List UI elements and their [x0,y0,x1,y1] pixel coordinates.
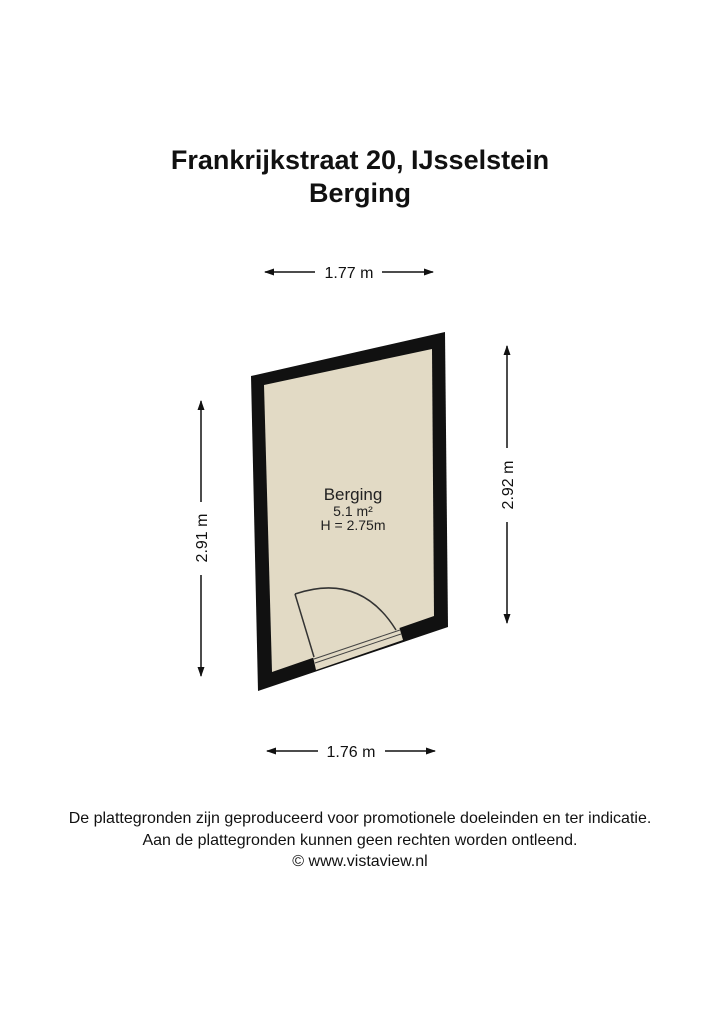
disclaimer-line-1: De plattegronden zijn geproduceerd voor promotionele doeleinden en ter indicatie. [68,810,652,827]
dimension-left [194,401,211,676]
copyright-link: © www.vistaview.nl [292,853,428,870]
room-name: Berging [323,485,383,504]
dimension-left-label: 2.91 m [194,513,211,563]
disclaimer-line-2: Aan de plattegronden kunnen geen rechten worden ontleend. [142,832,578,849]
room-berging [251,332,448,691]
room-height: H = 2.75m [320,517,386,533]
dimension-right-label: 2.92 m [500,460,517,510]
plan-title: Frankrijkstraat 20, IJsselstein [170,145,550,175]
dimension-top [265,265,433,282]
dimension-right [500,346,517,623]
dimension-top-label: 1.77 m [324,265,374,282]
dimension-bottom [267,744,435,761]
dimension-bottom-label: 1.76 m [326,744,376,761]
plan-subtitle: Berging [308,178,411,208]
room-area: 5.1 m² [333,503,373,519]
